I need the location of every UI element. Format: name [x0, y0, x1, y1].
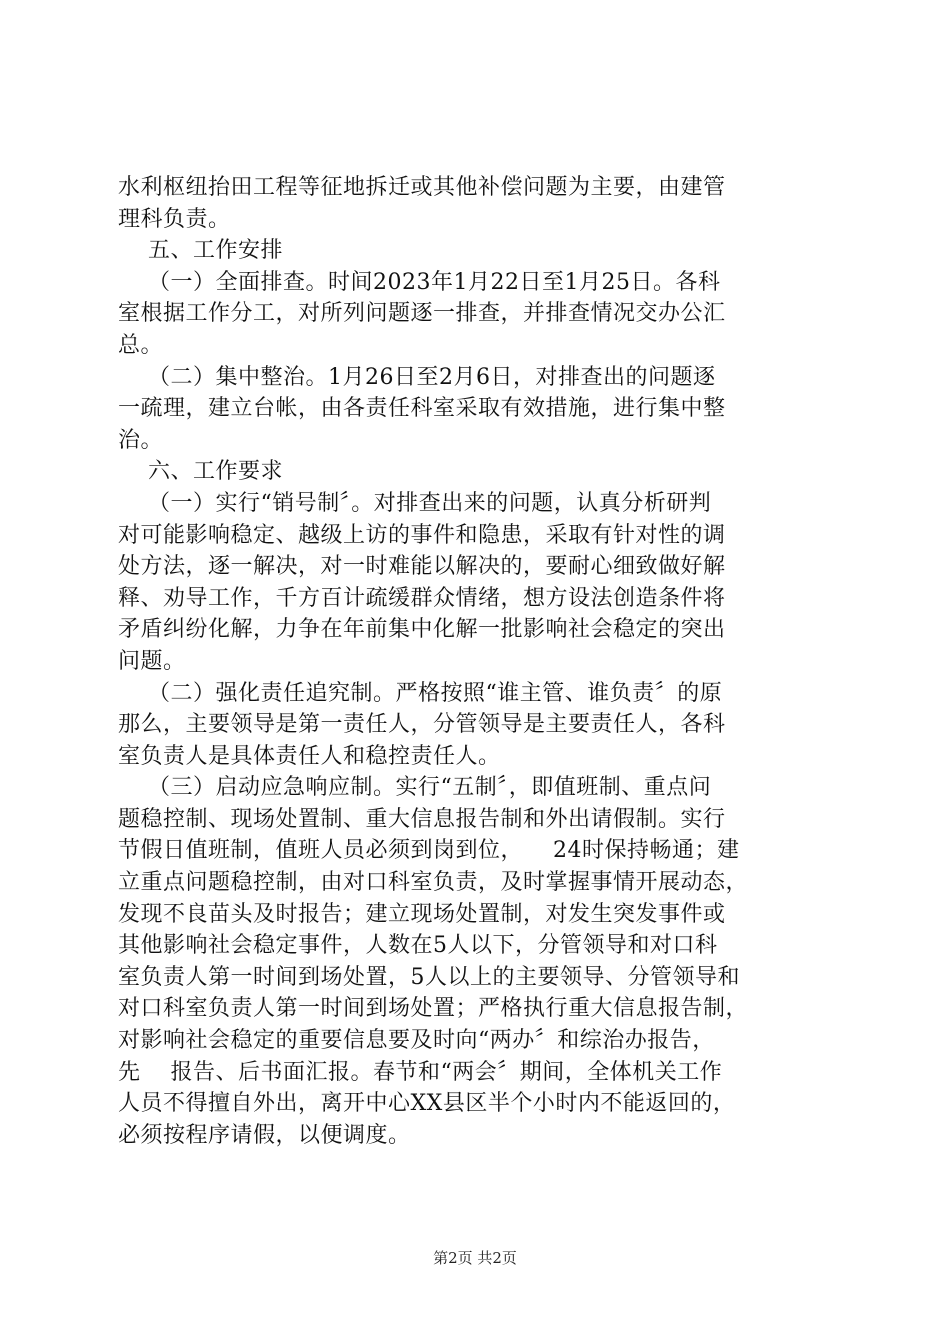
- text-line: 释、劝导工作，千方百计疏缓群众情绪，想方设法创造条件将: [118, 585, 726, 611]
- text-line: 人员不得擅自外出，离开中心XX县区半个小时内不能返回的，: [118, 1091, 736, 1117]
- text-line: 问题。: [118, 648, 186, 674]
- text-line: （一）全面排查。时间2023年1月22日至1月25日。各科: [118, 269, 721, 295]
- text-line: 室负责人是具体责任人和稳控责任人。: [118, 743, 501, 769]
- text-line: 一疏理，建立台帐，由各责任科室采取有效措施，进行集中整: [118, 396, 726, 422]
- text-line: 对口科室负责人第一时间到场处置；严格执行重大信息报告制，: [118, 996, 749, 1022]
- text-line: （二）集中整治。1月26日至2月6日，对排查出的问题逐: [118, 364, 716, 390]
- text-line: 其他影响社会稳定事件，人数在5人以下，分管领导和对口科: [118, 933, 718, 959]
- text-line: 总。: [118, 332, 164, 358]
- text-line: 先 报告、后书面汇报。春节和“两会〞期间，全体机关工作: [118, 1059, 723, 1085]
- text-line: 发现不良苗头及时报告；建立现场处置制，对发生突发事件或: [118, 901, 726, 927]
- document-body: [118, 172, 838, 1151]
- text-line: （一）实行“销号制〞。对排查出来的问题，认真分析研判: [118, 490, 712, 516]
- text-line: （三）启动应急响应制。实行“五制〞，即值班制、重点问: [118, 775, 712, 801]
- text-line: 立重点问题稳控制，由对口科室负责，及时掌握事情开展动态，: [118, 870, 749, 896]
- section-heading: 五、工作安排: [118, 238, 283, 264]
- text-line: 理科负责。: [118, 206, 231, 232]
- text-line: 必须按程序请假，以便调度。: [118, 1122, 411, 1148]
- page-footer: [0, 1249, 950, 1267]
- section-heading: 六、工作要求: [118, 459, 283, 485]
- text-line: （二）强化责任追究制。严格按照“谁主管、谁负责〞的原: [118, 680, 723, 706]
- text-line: 处方法，逐一解决，对一时难能以解决的，要耐心细致做好解: [118, 554, 726, 580]
- text-line: 对影响社会稳定的重要信息要及时向“两办〞和综治办报告，: [118, 1028, 715, 1054]
- text-line: 题稳控制、现场处置制、重大信息报告制和外出请假制。实行: [118, 806, 726, 832]
- text-line: 那么，主要领导是第一责任人，分管领导是主要责任人，各科: [118, 712, 726, 738]
- text-line: 对可能影响稳定、越级上访的事件和隐患，采取有针对性的调: [118, 522, 726, 548]
- text-line: 水利枢纽抬田工程等征地拆迁或其他补偿问题为主要，由建管: [118, 175, 726, 200]
- page-number: 第2页 共2页: [433, 1249, 517, 1267]
- text-line: 治。: [118, 427, 164, 453]
- text-line: 室负责人第一时间到场处置，5人以上的主要领导、分管领导和: [118, 964, 740, 990]
- text-line: 节假日值班制，值班人员必须到岗到位， 24时保持畅通；建: [118, 838, 740, 864]
- text-line: 矛盾纠纷化解，力争在年前集中化解一批影响社会稳定的突出: [118, 617, 726, 643]
- text-line: 室根据工作分工，对所列问题逐一排查，并排查情况交办公汇: [118, 301, 726, 327]
